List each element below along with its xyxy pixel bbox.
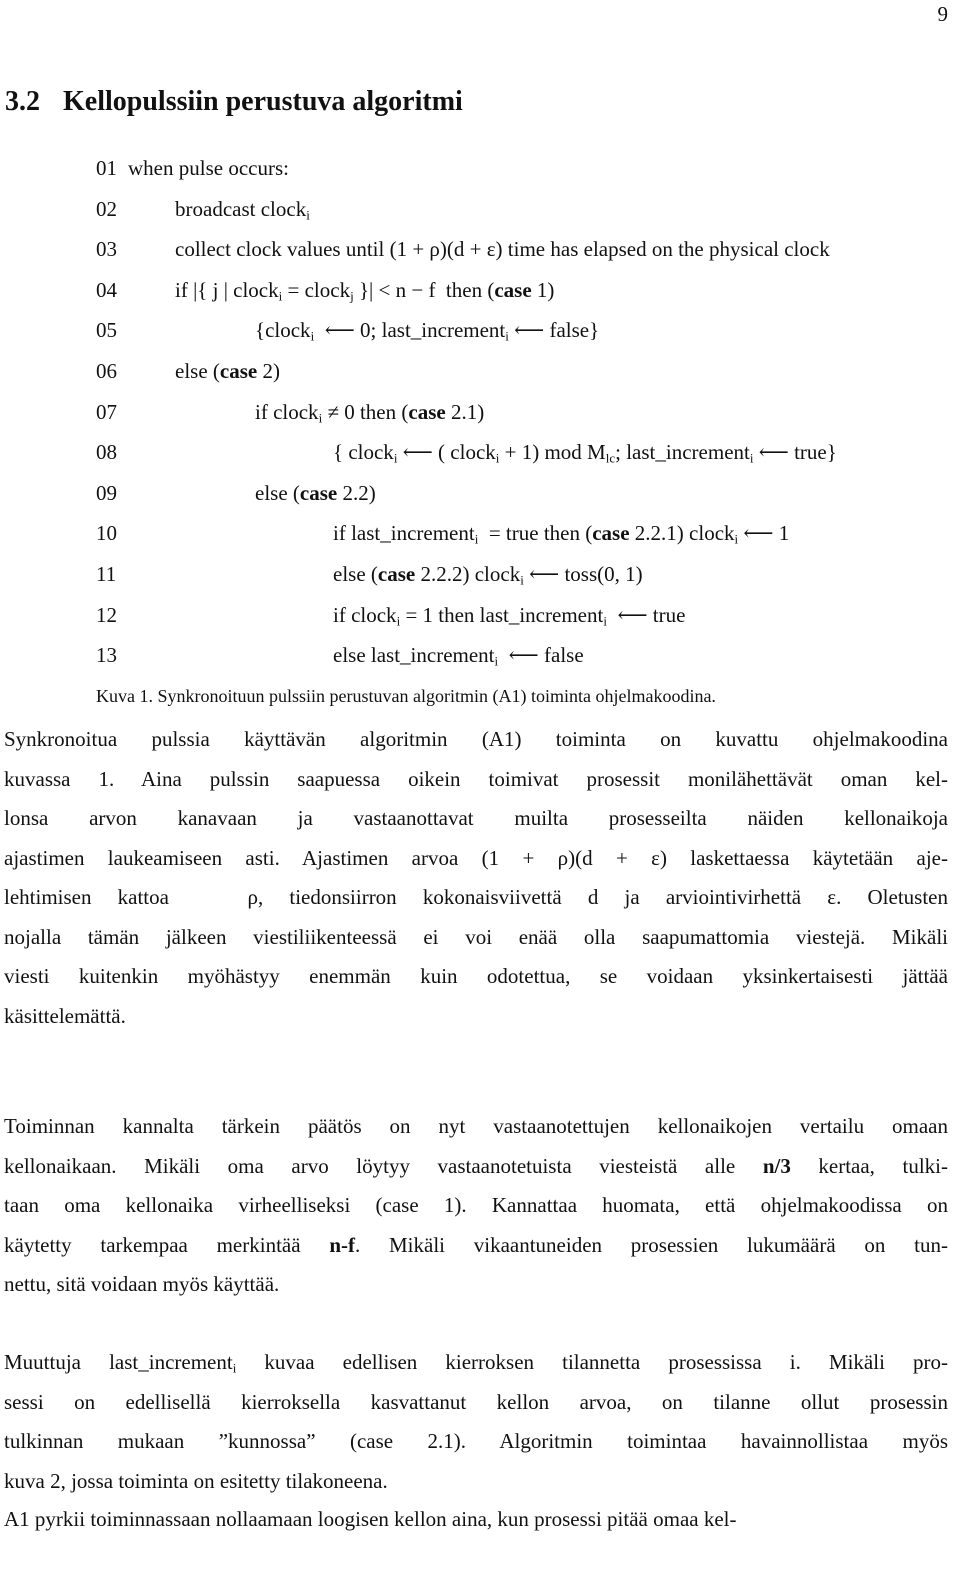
code-line-number: 03 (96, 237, 117, 262)
paragraph-line: käytetty tarkempaa merkintää n-f. Mikäli vikaantuneiden prosessien lukumäärä on tun- (4, 1232, 948, 1257)
paragraph-line: kuvassa 1. Aina pulssin saapuessa oikein toimivat prosessit monilähettävät oman kel- (4, 766, 948, 791)
paragraph-line: sessi on edellisellä kierroksella kasvattanut kellon arvoa, on tilanne ollut prosessin (4, 1389, 948, 1414)
code-line-text: broadcast clock$_i$ (175, 196, 310, 222)
code-line-number: 05 (96, 318, 117, 343)
paragraph-line: A1 pyrkii toiminnassaan nollaamaan loogisen kellon aina, kun prosessi pitää omaa kel- (4, 1507, 737, 1531)
code-line-number: 11 (96, 562, 117, 586)
code-line-text: if clock$_i$ = 1 then last_increment$_i$ ⟵ true (333, 602, 686, 628)
code-line-text: {clock$_i$ ⟵ 0; last_increment$_i$ ⟵ false} (255, 318, 600, 344)
code-line-text: if |{ j | clock$_i$ = clock$_j$ }| < n − f then (case 1) (175, 277, 555, 304)
paragraph-line: käsittelemättä. (4, 1003, 126, 1028)
code-line-text: else (case 2.2) (255, 480, 376, 505)
code-line-text: else (case 2.2.2) clock$_i$ ⟵ toss(0, 1) (333, 562, 643, 588)
paragraph-line: Toiminnan kannalta tärkein päätös on nyt vastaanotettujen kellonaikojen vertailu omaan (4, 1114, 948, 1138)
section-title: Kellopulssiin perustuva algoritmi (63, 86, 463, 117)
paragraph-line: viesti kuitenkin myöhästyy enemmän kuin odotettua, se voidaan yksinkertaisesti jättää (4, 964, 948, 988)
code-line-number: 08 (96, 440, 117, 465)
code-line-text: else (case 2) (175, 359, 280, 383)
code-line-number: 07 (96, 399, 117, 424)
code-line-number: 12 (96, 602, 117, 627)
paragraph-line: taan oma kellonaika virheelliseksi (case 1). Kannattaa huomata, että ohjelmakoodissa on (4, 1193, 948, 1217)
code-line-text: { clock$_i$ ⟵ ( clock$_i$ + 1) mod $M_{lc}$; last_increment$_i$ ⟵ true} (333, 440, 837, 466)
code-line-text: if clock$_i$ ≠ 0 then (case 2.1) (255, 399, 485, 425)
code-line-text: if last_increment$_i$ = true then (case 2.2.1) clock$_i$ ⟵ 1 (333, 521, 790, 547)
paragraph-line: lonsa arvon kanavaan ja vastaanottavat muilta prosesseilta näiden kellonaikoja (4, 806, 948, 830)
code-line-number: 04 (96, 277, 117, 302)
section-number: 3.2 (5, 86, 40, 117)
body-paragraph (4, 720, 948, 1036)
paragraph-line: lehtimisen kattoa ρ, tiedonsiirron kokonaisviivettä d ja arviointivirhettä ε. Oletusten (4, 885, 948, 909)
body-paragraph (4, 1107, 948, 1305)
paragraph-line: Synkronoitua pulssia käyttävän algoritmin (A1) toiminta on kuvattu ohjelmakoodina (4, 727, 948, 751)
code-line-number: 13 (96, 643, 117, 668)
paragraph-line: nojalla tämän jälkeen viestiliikenteessä ei voi enää olla saapumattomia viestejä. Mikäli (4, 924, 948, 949)
paragraph-line: kellonaikaan. Mikäli oma arvo löytyy vastaanotetuista viesteistä alle n/3 kertaa, tulki- (4, 1153, 949, 1178)
paragraph-line: kuva 2, jossa toiminta on esitetty tilakoneena. (4, 1468, 388, 1493)
code-line-number: 09 (96, 480, 117, 505)
paragraph-line: ajastimen laukeamiseen asti. Ajastimen arvoa (1 + ρ)(d + ε) laskettaessa käytetään aje- (4, 845, 948, 870)
code-line-number: 06 (96, 359, 117, 383)
code-line-text: when pulse occurs: (128, 156, 289, 180)
body-paragraph (4, 1343, 948, 1501)
page-number: 9 (937, 2, 948, 26)
paragraph-line: tulkinnan mukaan ”kunnossa” (case 2.1). Algoritmin toimintaa havainnollistaa myös (4, 1429, 948, 1453)
section-heading (5, 86, 463, 118)
code-line-number: 10 (96, 521, 117, 546)
code-line-number: 01 (96, 156, 117, 180)
figure-caption: Kuva 1. Synkronoituun pulssiin perustuvan algoritmin (A1) toiminta ohjelmakoodina. (96, 686, 716, 706)
paragraph-line: Muuttuja last_increment$_i$ kuvaa edellisen kierroksen tilannetta prosessissa i. Mikäli pro- (4, 1350, 948, 1376)
code-line-text: collect clock values until (1 + ρ)(d + ε) time has elapsed on the physical clock (175, 237, 830, 262)
code-line-text: else last_increment$_i$ ⟵ false (333, 643, 584, 669)
body-paragraph (4, 1500, 948, 1540)
paragraph-line: nettu, sitä voidaan myös käyttää. (4, 1272, 280, 1296)
code-line-number: 02 (96, 196, 117, 221)
